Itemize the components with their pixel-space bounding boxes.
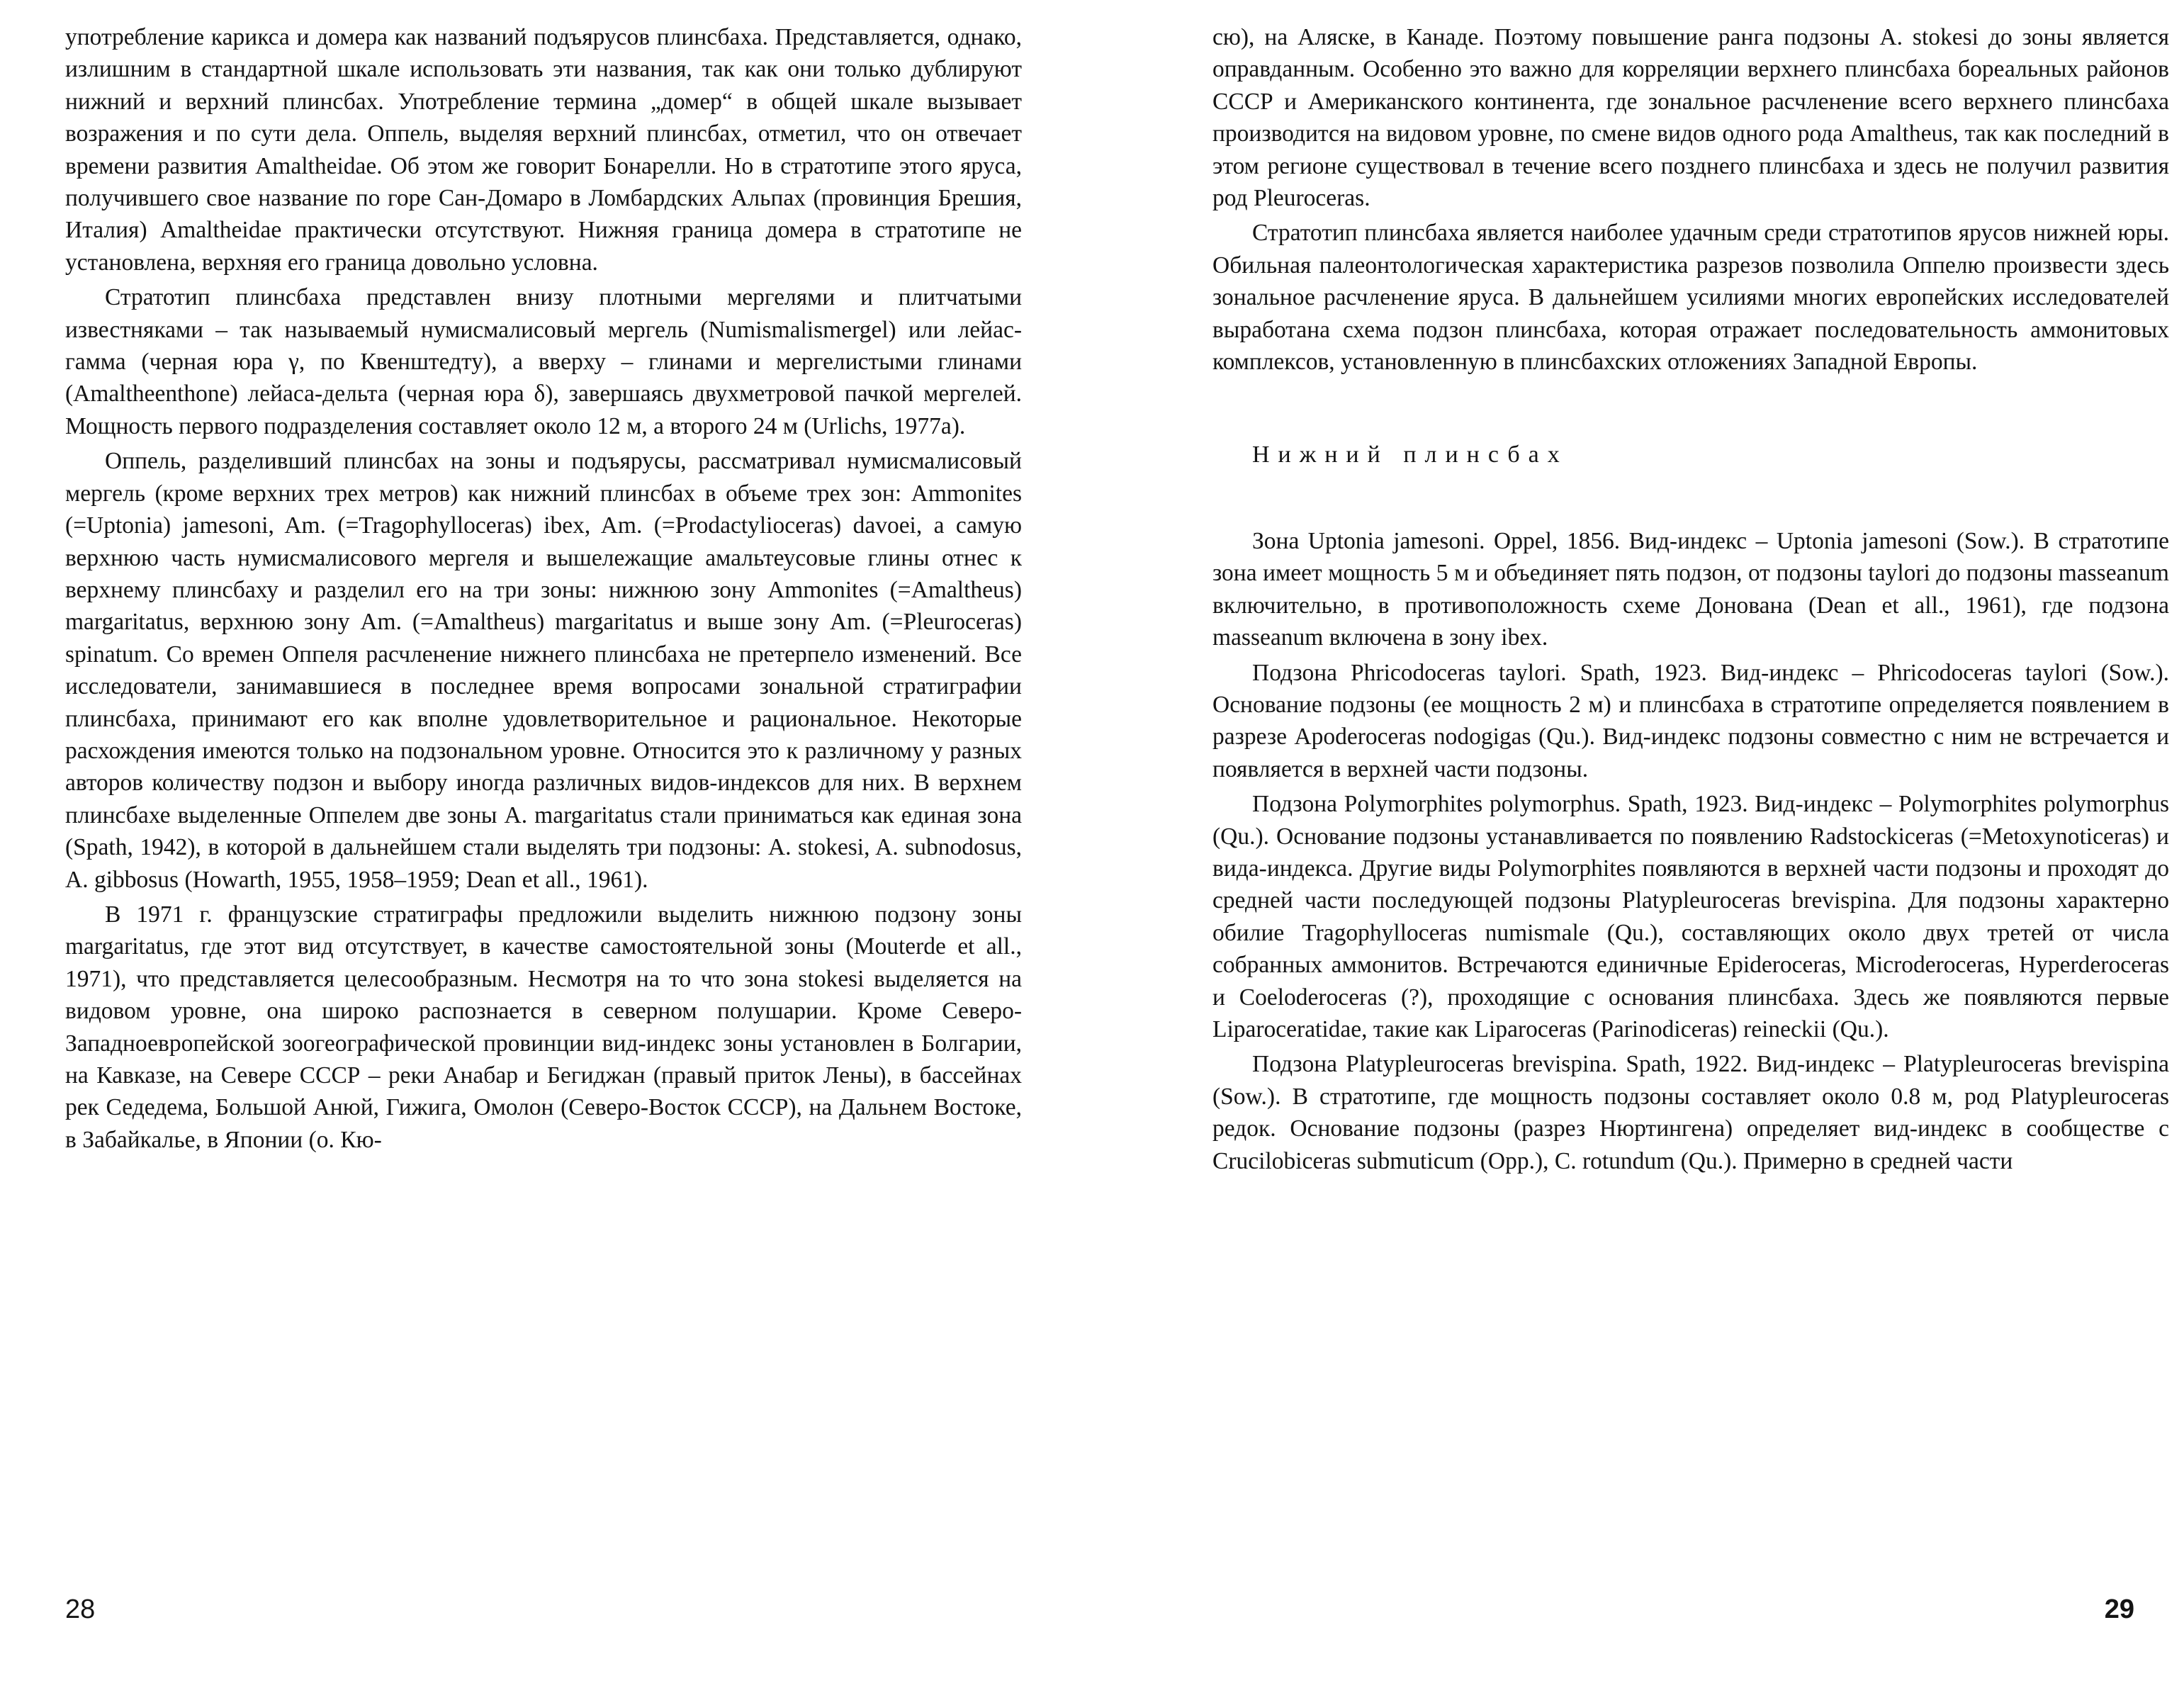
paragraph: Подзона Phricodoceras taylori. Spath, 1923. Вид-индекс – Phricodoceras taylori (Sow.). Основание подзоны (ее мощность 2 м) и плинсбаха в стратотипе определяется появлением в разрезе Apoderoceras nodogigas (Qu.). Вид-индекс подзоны совместно с ним не встречается и появляется в верхней части подзоны. bbox=[1212, 659, 2169, 782]
paragraph: Оппель, разделивший плинсбах на зоны и подъярусы, рассматривал нумисмалисовый мергель (кроме верхних трех метров) как нижний плинсбах в объеме трех зон: Ammonites (=Uptonia) jamesoni, Am. (=Tragophylloceras) ibex, Am. (=Prodactylioceras) davoei, а самую верхнюю часть нумисмалисового мергеля и вышележащие амальтеусовые глины отнес к верхнему плинсбаху и разделил его на три зоны: нижнюю зону Ammonites (=Amaltheus) margaritatus, верхнюю зону Am. (=Amaltheus) margaritatus и выше зону Am. (=Pleuroceras) spinatum. Со времен Оппеля расчленение нижнего плинсбаха не претерпело изменений. Все исследователи, занимавшиеся в последнее время вопросами зональной стратиграфии плинсбаха, принимают его как вполне удовлетворительное и рациональное. Некоторые расхождения имеются только на подзональном уровне. Относится это к различному у разных авторов количеству подзон и выбору иногда различных видов-индексов для них. В верхнем плинсбахе выделенные Оппелем две зоны A. margaritatus стали приниматься как единая зона (Spath, 1942), в которой в дальнейшем стали выделять три подзоны: A. stokesi, A. subnodosus, A. gibbosus (Howarth, 1955, 1958–1959; Dean et all., 1961). bbox=[65, 448, 1022, 893]
page-number: 29 bbox=[2104, 1594, 2134, 1624]
paragraph: Подзона Polymorphites polymorphus. Spath, 1923. Вид-индекс – Polymorphites polymorphus (Qu.). Основание подзоны устанавливается по появлению Radstockiceras (=Metoxynoticeras) и вида-индекса. Другие виды Polymorphites появляются в верхней части подзоны и проходят до средней части последующей подзоны Platypleuroceras brevispina. Для подзоны характерно обилие Tragophylloceras numismale (Qu.), составляющих около двух третей от числа собранных аммонитов. Встречаются единичные Epideroceras, Microderoceras, Hyperderoceras и Coeloderoceras (?), проходящие с основания плинсбаха. Здесь же появляются первые Liparoceratidae, такие как Liparoceras (Parinodiceras) reineckii (Qu.). bbox=[1212, 791, 2169, 1042]
paragraph: Стратотип плинсбаха является наиболее удачным среди стратотипов ярусов нижней юры. Обильная палеонтологическая характеристика разрезов позволила Оппелю произвести здесь зональное расчленение яруса. В дальнейшем усилиями многих европейских исследователей выработана схема подзон плинсбаха, которая отражает последовательность аммонитовых комплексов, установленную в плинсбахских отложениях Западной Европы. bbox=[1212, 220, 2169, 376]
paragraph: употребление карикса и домера как названий подъярусов плинсбаха. Представляется, однако, излишним в стандартной шкале использовать эти названия, так как они только дублируют нижний и верхний плинсбах. Употребление термина „домер“ в общей шкале вызывает возражения и по сути дела. Оппель, выделяя верхний плинсбах, отметил, что он отвечает времени развития Amaltheidae. Об этом же говорит Бонарелли. Но в стратотипе этого яруса, получившего свое название по горе Сан-Домаро в Ломбардских Альпах (провинция Брешия, Италия) Amaltheidae практически отсутствуют. Нижняя граница домера в стратотипе не установлена, верхняя его граница довольно условна. bbox=[65, 24, 1022, 276]
paragraph: В 1971 г. французские стратиграфы предложили выделить нижнюю подзону зоны margaritatus, где этот вид отсутствует, в качестве самостоятельной зоны (Mouterde et all., 1971), что представляется целесообразным. Несмотря на то что зона stokesi выделяется на видовом уровне, она широко распознается в северном полушарии. Кроме Северо-Западноевропейской зоогеографической провинции вид-индекс зоны установлен в Болгарии, на Кавказе, на Севере СССР – реки Анабар и Бегиджан (правый приток Лены), в бассейнах рек Седедема, Большой Анюй, Гижига, Омолон (Северо-Восток СССР), на Дальнем Востоке, в Забайкалье, в Японии (о. Кю- bbox=[65, 901, 1022, 1153]
paragraph: Подзона Platypleuroceras brevispina. Spath, 1922. Вид-индекс – Platypleuroceras brevispina (Sow.). В стратотипе, где мощность подзоны составляет около 0.8 м, род Platypleuroceras редок. Основание подзоны (разрез Нюртингена) определяет вид-индекс в сообществе с Crucilobiceras submuticum (Opp.), C. rotundum (Qu.). Примерно в средней части bbox=[1212, 1051, 2169, 1174]
section-heading: Нижний плинсбах bbox=[1252, 441, 1568, 468]
paragraph: Зона Uptonia jamesoni. Oppel, 1856. Вид-индекс – Uptonia jamesoni (Sow.). В стратотипе зона имеет мощность 5 м и объединяет пять подзон, от подзоны taylori до подзоны masseanum включительно, в противоположность схеме Донована (Dean et all., 1961), где подзона masseanum включена в зону ibex. bbox=[1212, 527, 2169, 651]
right-text-column bbox=[1212, 21, 2169, 1180]
paragraph: сю), на Аляске, в Канаде. Поэтому повышение ранга подзоны A. stokesi до зоны является оправданным. Особенно это важно для корреляции верхнего плинсбаха бореальных районов СССР и Американского континента, где зональное расчленение всего верхнего плинсбаха производится на видовом уровне, по смене видов одного рода Amaltheus, так как последний в этом регионе существовал в течение всего позднего плинсбаха и здесь не получил развития род Pleuroceras. bbox=[1212, 24, 2169, 212]
page-number: 28 bbox=[65, 1594, 96, 1624]
left-text-column bbox=[65, 21, 1022, 1159]
paragraph: Стратотип плинсбаха представлен внизу плотными мергелями и плитчатыми известняками – так называемый нумисмалисовый мергель (Numismalismergel) или лейас-гамма (черная юра γ, по Квенштедту), а вверху – глинами и мергелистыми глинами (Amaltheenthone) лейаса-дельта (черная юра δ), завершаясь двухметровой пачкой мергелей. Мощность первого подразделения составляет около 12 м, а второго 24 м (Urlichs, 1977a). bbox=[65, 284, 1022, 439]
right-page bbox=[1092, 0, 2184, 1693]
